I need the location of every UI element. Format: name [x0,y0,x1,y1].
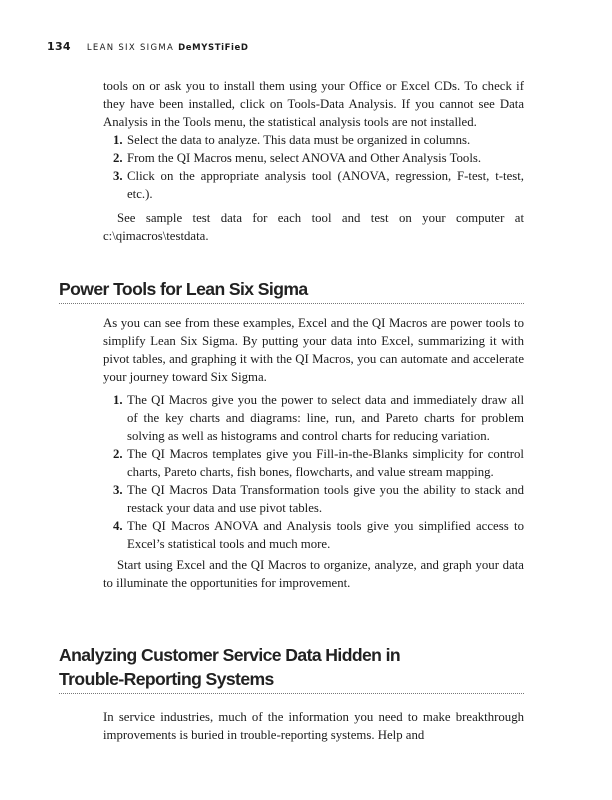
customer-service-block [103,708,524,744]
power-tools-paragraph: As you can see from these examples, Excel and the QI Macros are power tools to simplify Lean Six Sigma. By putting your data into Excel, summarizing it with pivot tables, and graphing it with the QI Macros, you can automate and accelerate your journey toward Six Sigma. [103,316,524,384]
intro-steps [103,131,524,203]
list-text: Click on the appropriate analysis tool (ANOVA, regression, F-test, t-test, etc.). [127,169,524,201]
running-head-title: LEAN SIX SIGMA [86,43,175,53]
heading-line-2: Trouble-Reporting Systems [59,669,274,689]
list-text: From the QI Macros menu, select ANOVA and Other Analysis Tools. [127,151,482,165]
heading-text: Power Tools for Lean Six Sigma [59,279,308,299]
list-item [103,149,524,167]
list-text: The QI Macros ANOVA and Analysis tools give you simplified access to Excel’s statistical tools and much more. [127,519,524,551]
list-item [103,445,524,481]
section-heading-customer-service [59,643,524,694]
running-head [87,43,249,53]
list-number: 4. [113,519,123,533]
section-heading-power-tools [59,277,524,304]
list-number: 2. [113,151,123,165]
sample-note: See sample test data for each tool and test on your computer at c:\qimacros\testdata. [103,211,524,243]
intro-block [103,77,524,245]
list-text: The QI Macros templates give you Fill-in-the-Blanks simplicity for control charts, Pareto charts, fish bones, flowcharts, and value stream mapping. [127,447,524,479]
list-number: 2. [113,447,123,461]
power-tools-list [103,391,524,553]
customer-service-paragraph: In service industries, much of the information you need to make breakthrough improvements is buried in trouble-reporting systems. Help and [103,710,524,742]
intro-paragraph: tools on or ask you to install them using your Office or Excel CDs. To check if they have been installed, click on Tools-Data Analysis. If you cannot see Data Analysis in the Tools menu, the statistical analysis tools are not installed. [103,79,524,129]
list-text: Select the data to analyze. This data must be organized in columns. [127,133,471,147]
list-text: The QI Macros Data Transformation tools give you the ability to stack and restack your data and use pivot tables. [127,483,524,515]
list-text: The QI Macros give you the power to select data and immediately draw all of the key charts and diagrams: line, run, and Pareto charts for problem solving as well as histograms and control charts for reducing variation. [127,393,524,443]
list-item [103,517,524,553]
list-number: 3. [113,169,123,183]
list-item [103,131,524,149]
list-number: 3. [113,483,123,497]
power-tools-closing: Start using Excel and the QI Macros to organize, analyze, and graph your data to illuminate the opportunities for improvement. [103,558,524,590]
power-tools-block [103,314,524,592]
list-item [103,167,524,203]
list-number: 1. [113,133,123,147]
running-head-brand: DeMYSTiFieD [178,43,249,53]
page-number: 134 [47,40,71,53]
list-item [103,481,524,517]
list-item [103,391,524,445]
heading-line-1: Analyzing Customer Service Data Hidden in [59,645,401,665]
page-header [47,40,249,56]
list-number: 1. [113,393,123,407]
